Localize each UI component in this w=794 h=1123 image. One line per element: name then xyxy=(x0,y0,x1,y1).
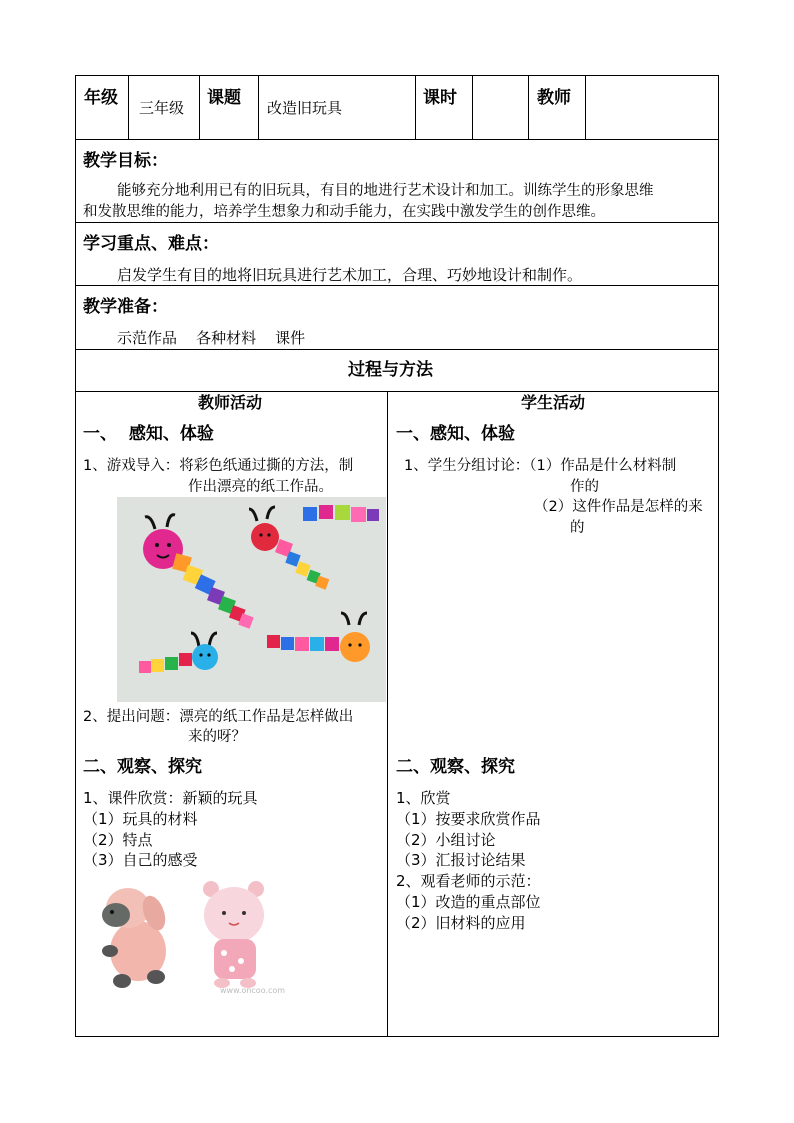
teacher-s2-sub1: （1）玩具的材料 xyxy=(83,810,198,828)
toys-illustration xyxy=(86,873,311,998)
student-s2-sub1: （1）按要求欣赏作品 xyxy=(396,810,541,828)
table-border-top xyxy=(75,75,719,76)
student-item1-line3: （2）这件作品是怎样的来 xyxy=(534,499,703,515)
teacher-item2-line1: 2、提出问题：漂亮的纸工作品是怎样做出 xyxy=(83,709,354,725)
student-s2-sub4: （1）改造的重点部位 xyxy=(396,893,541,911)
objectives-line1: 能够充分地利用已有的旧玩具，有目的地进行艺术设计和加工。训练学生的形象思维 xyxy=(117,183,654,199)
teacher-s2-item1: 1、课件欣赏：新颖的玩具 xyxy=(83,789,258,807)
student-item1-line1: 1、学生分组讨论：（1）作品是什么材料制 xyxy=(404,458,677,474)
topic-label: 课题 xyxy=(207,88,241,108)
teacher-item2-line2: 来的呀？ xyxy=(188,729,246,745)
teacher-s2-sub3: （3）自己的感受 xyxy=(83,851,198,869)
paper-caterpillar-image xyxy=(117,497,386,702)
student-item1-line4: 的 xyxy=(570,520,585,536)
keypoints-title: 学习重点、难点： xyxy=(83,234,219,254)
row-divider xyxy=(75,391,719,392)
teacher-label: 教师 xyxy=(537,88,571,108)
image-watermark: www.oncoo.com xyxy=(220,986,286,995)
objectives-title: 教学目标： xyxy=(83,151,168,171)
topic-value: 改造旧玩具 xyxy=(267,99,343,117)
objectives-line2: 和发散思维的能力，培养学生想象力和动手能力，在实践中激发学生的创作思维。 xyxy=(83,204,605,220)
col-divider xyxy=(415,75,416,139)
col-divider xyxy=(258,75,259,139)
grade-label: 年级 xyxy=(84,88,118,108)
table-border-right xyxy=(718,75,719,1037)
col-divider xyxy=(387,391,388,1037)
student-activity-header: 学生活动 xyxy=(521,393,586,412)
col-divider xyxy=(528,75,529,139)
row-divider xyxy=(75,139,719,140)
student-s2-sub5: （2）旧材料的应用 xyxy=(396,914,526,932)
student-s2-item1: 1、欣赏 xyxy=(396,789,451,807)
keypoints-text: 启发学生有目的地将旧玩具进行艺术加工，合理、巧妙地设计和制作。 xyxy=(117,266,583,284)
row-divider xyxy=(75,349,719,350)
preparation-title: 教学准备： xyxy=(83,297,168,317)
col-divider xyxy=(585,75,586,139)
teacher-item1-line1: 1、游戏导入：将彩色纸通过撕的方法，制 xyxy=(83,458,354,474)
student-s2-item2: 2、观看老师的示范： xyxy=(396,872,541,890)
student-section1-title: 一、感知、体验 xyxy=(396,424,515,444)
col-divider xyxy=(199,75,200,139)
student-s2-sub3: （3）汇报讨论结果 xyxy=(396,851,526,869)
row-divider xyxy=(75,285,719,286)
sheep-toy xyxy=(102,888,170,988)
row-divider xyxy=(75,222,719,223)
caterpillar-illustration xyxy=(117,497,386,702)
table-border-bottom xyxy=(75,1036,719,1037)
grade-value: 三年级 xyxy=(139,99,185,117)
col-divider xyxy=(128,75,129,139)
teacher-s2-sub2: （2）特点 xyxy=(83,831,153,849)
teacher-activity-header: 教师活动 xyxy=(198,393,263,412)
table-border-left xyxy=(75,75,76,1037)
student-section2-title: 二、观察、探究 xyxy=(396,757,515,777)
col-divider xyxy=(472,75,473,139)
teacher-section2-title: 二、观察、探究 xyxy=(83,757,202,777)
teacher-item1-line2: 作出漂亮的纸工作品。 xyxy=(188,479,333,495)
toys-image xyxy=(86,873,311,998)
teacher-section1-title: 一、 感知、体验 xyxy=(83,424,214,444)
period-label: 课时 xyxy=(423,88,457,108)
preparation-text: 示范作品 各种材料 课件 xyxy=(117,329,306,347)
process-title: 过程与方法 xyxy=(348,360,433,380)
student-item1-line2: 作的 xyxy=(570,479,599,495)
bear-toy xyxy=(203,881,264,988)
student-s2-sub2: （2）小组讨论 xyxy=(396,831,496,849)
